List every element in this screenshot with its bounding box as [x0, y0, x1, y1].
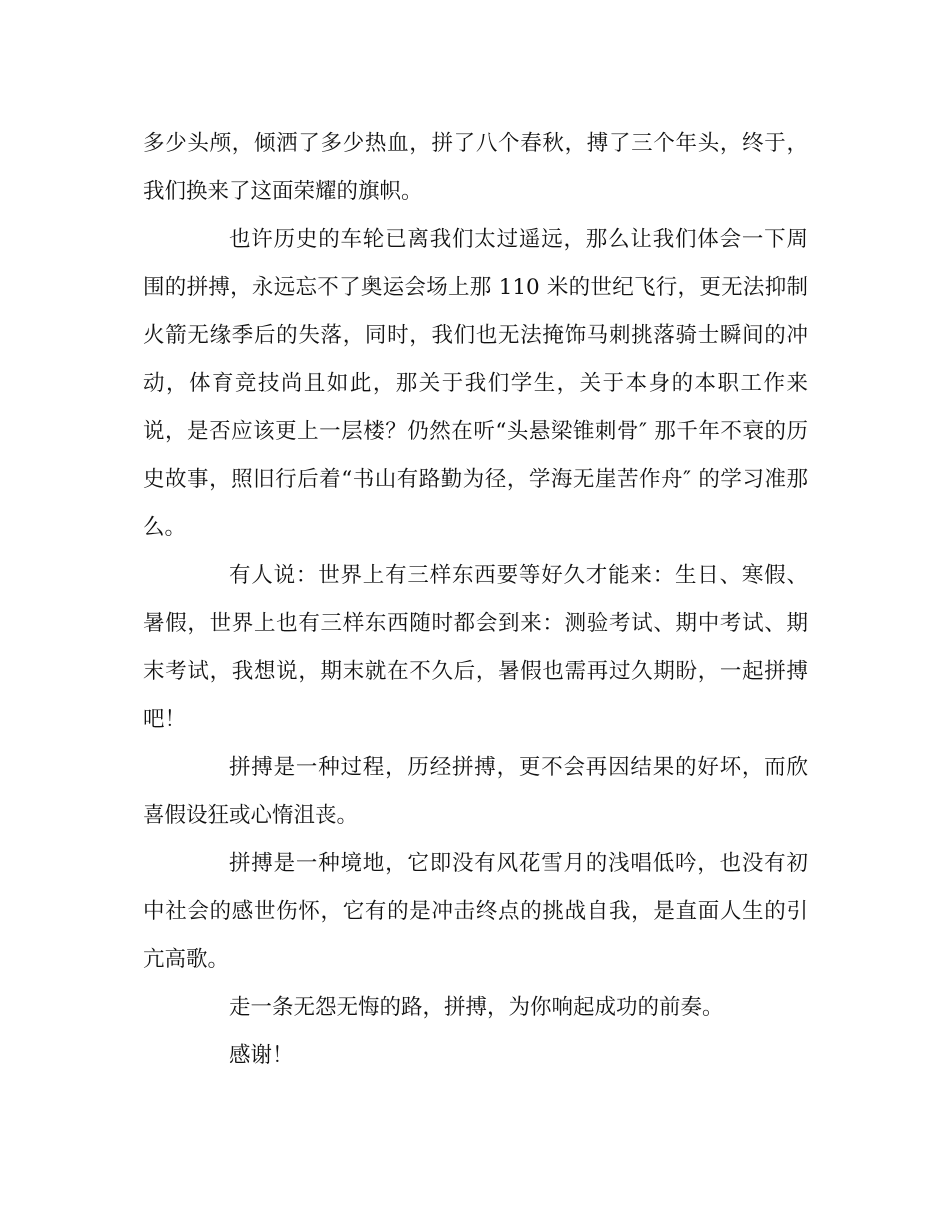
paragraph-3: 有人说：世界上有三样东西要等好久才能来：生日、寒假、暑假，世界上也有三样东西随时都会到来：测验考试、期中考试、期末考试，我想说，期末就在不久后，暑假也需再过久期盼，一起拼搏吧！	[143, 563, 808, 732]
paragraph-4: 拼搏是一种过程，历经拼搏，更不会再因结果的好坏，而欣喜假设狂或心惰沮丧。	[143, 755, 808, 828]
paragraph-1: 多少头颅，倾洒了多少热血，拼了八个春秋，搏了三个年头，终于，我们换来了这面荣耀的旗帜。	[143, 131, 808, 204]
paragraph-7: 感谢！	[229, 1043, 294, 1068]
paragraph-5: 拼搏是一种境地，它即没有风花雪月的浅唱低吟，也没有初中社会的感世伤怀，它有的是冲击终点的挑战自我，是直面人生的引亢高歌。	[143, 851, 808, 972]
paragraph-6: 走一条无怨无悔的路，拼搏，为你响起成功的前奏。	[229, 995, 724, 1020]
document-body	[143, 120, 808, 1080]
paragraph-2: 也许历史的车轮已离我们太过遥远，那么让我们体会一下周围的拼搏，永远忘不了奥运会场上那 110 米的世纪飞行，更无法抑制火箭无缘季后的失落，同时，我们也无法掩饰马刺挑落骑士瞬间的冲动，体育竞技尚且如此，那关于我们学生，关于本身的本职工作来说，是否应该更上一层楼？仍然在听“头悬梁锥刺骨″ 那千年不衰的历史故事，照旧行后着“书山有路勤为径，学海无崖苦作舟″ 的学习准那么。	[143, 227, 808, 540]
